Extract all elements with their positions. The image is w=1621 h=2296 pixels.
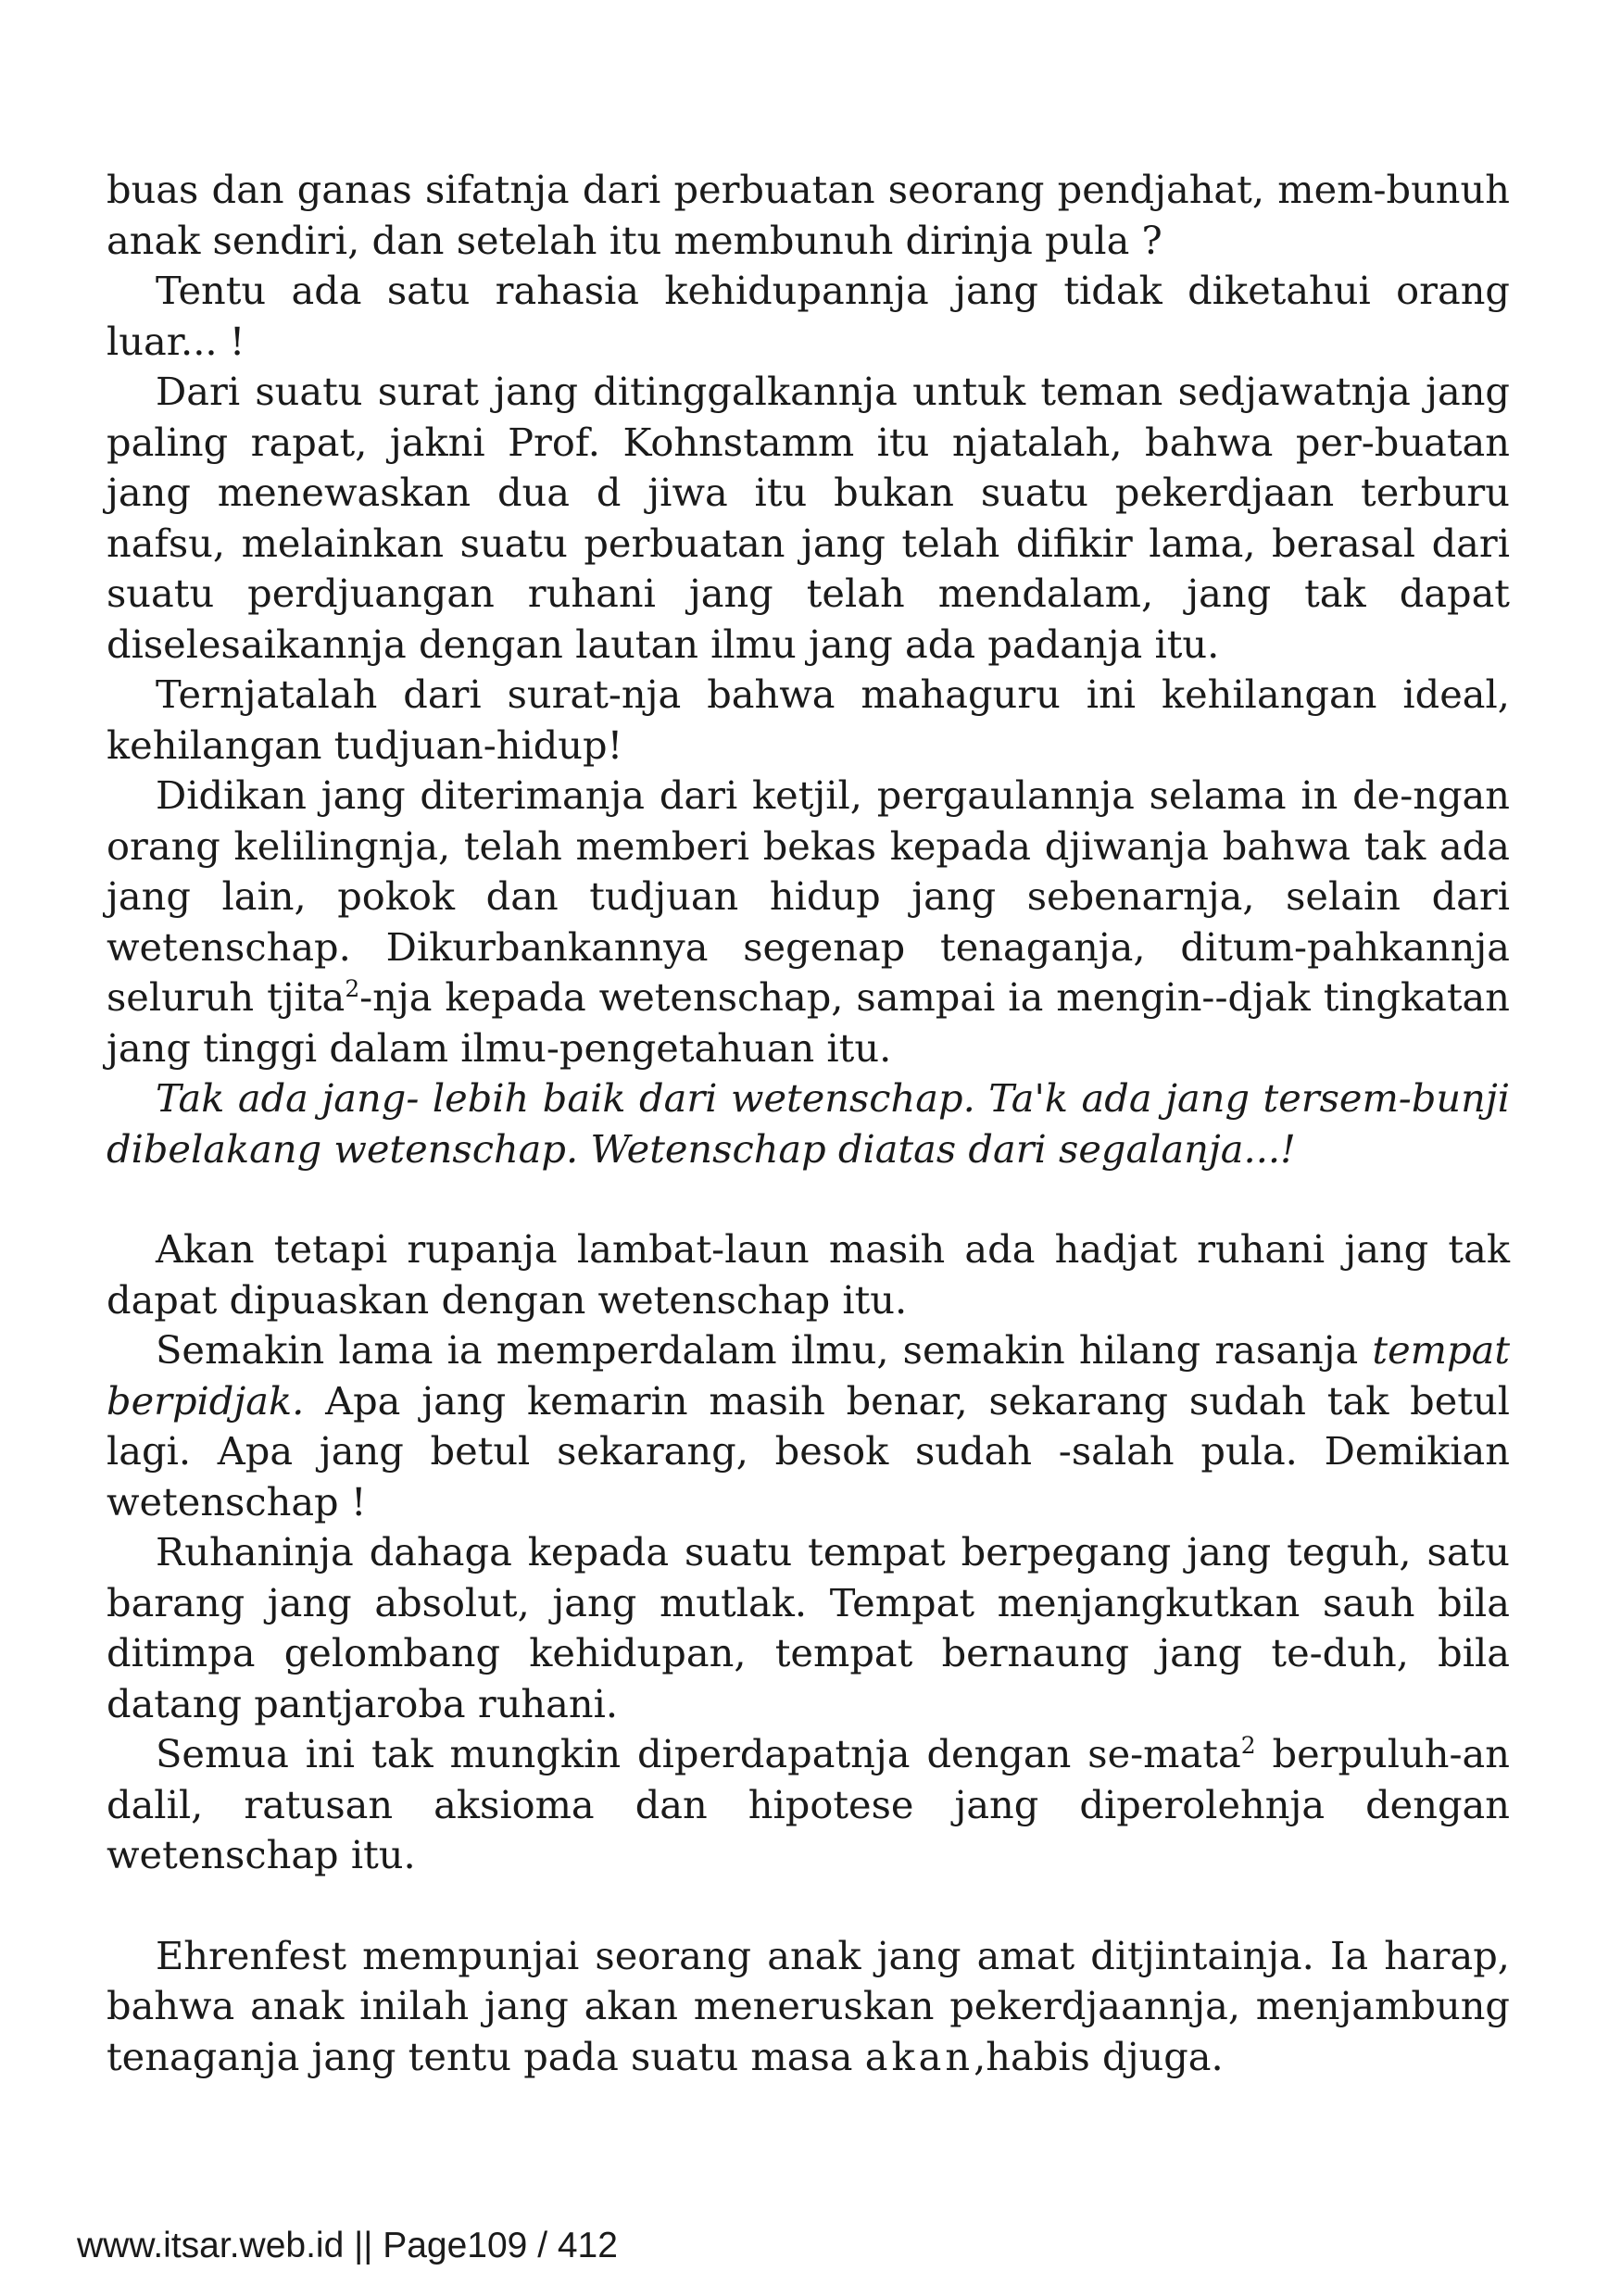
paragraph-8 bbox=[107, 1325, 1510, 1527]
paragraph-4: Ternjatalah dari surat-nja bahwa mahaguru ini kehilangan ideal, kehilangan tudjuan-hidup! bbox=[107, 671, 1510, 768]
paragraph-5-part-2: -nja kepada wetenschap, sampai ia mengin--djak tingkatan jang tinggi dalam ilmu-pengetahuan itu. bbox=[107, 974, 1510, 1071]
paragraph-11 bbox=[107, 1931, 1510, 2083]
italic-phrase: tempat berpidjak. bbox=[107, 1327, 1510, 1424]
section-gap bbox=[107, 1174, 1510, 1224]
paragraph-10-part-1: Semua ini tak mungkin diperdapatnja dengan se-mata bbox=[156, 1731, 1241, 1776]
paragraph-8-part-2: Apa jang kemarin masih benar, sekarang sudah tak betul lagi. Apa jang betul sekarang, besok sudah -salah pula. Demikian wetenschap ! bbox=[107, 1377, 1510, 1524]
paragraph-2: Tentu ada satu rahasia kehidupannja jang tidak diketahui orang luar... ! bbox=[107, 268, 1510, 364]
paragraph-11-part-2: ,habis djuga. bbox=[974, 2033, 1224, 2079]
paragraph-9: Ruhaninja dahaga kepada suatu tempat berpegang jang teguh, satu barang jang absolut, jang mutlak. Tempat menjangkutkan sauh bila ditimpa gelombang kehidupan, tempat bernaung jang te-duh, bila datang pantjaroba ruhani. bbox=[107, 1529, 1510, 1726]
paragraph-10-part-2: berpuluh-an dalil, ratusan aksioma dan hipotese jang diperolehnja dengan wetenschap itu. bbox=[107, 1731, 1510, 1877]
paragraph-5-part-1: Didikan jang diterimanja dari ketjil, pergaulannja selama in de-ngan orang kelilingnja, telah memberi bekas kepada djiwanja bahwa tak ada jang lain, pokok dan tudjuan hidup jang sebenarnja, selain dari wetenschap. Dikurbankannya segenap tenaganja, ditum-pahkannja seluruh tjita bbox=[107, 772, 1510, 1020]
italic-quote: Tak ada jang- lebih baik dari wetenschap. Ta'k ada jang tersem-bunji dibelakang wetenschap. Wetenschap diatas dari segalanja...! bbox=[107, 1075, 1510, 1172]
paragraph-1: buas dan ganas sifatnja dari perbuatan seorang pendjahat, mem-bunuh anak sendiri, dan setelah itu membunuh dirinja pula ? bbox=[107, 167, 1510, 263]
paragraph-10 bbox=[107, 1729, 1510, 1881]
paragraph-8-part-1: Semakin lama ia memperdalam ilmu, semakin hilang rasanja bbox=[156, 1327, 1373, 1373]
paragraph-7: Akan tetapi rupanja lambat-laun masih ada hadjat ruhani jang tak dapat dipuaskan dengan wetenschap itu. bbox=[107, 1226, 1510, 1323]
page-footer: www.itsar.web.id || Page109 / 412 bbox=[77, 2226, 618, 2265]
section-gap bbox=[107, 1881, 1510, 1931]
paragraph-11-part-1: Ehrenfest mempunjai seorang anak jang amat ditjintainja. Ia harap, bahwa anak inilah jang akan meneruskan pekerdjaannja, menjambung tenaganja jang tentu pada suatu masa bbox=[107, 1932, 1510, 2079]
paragraph-5 bbox=[107, 771, 1510, 1073]
superscript-2: 2 bbox=[1240, 1732, 1256, 1760]
document-body bbox=[107, 165, 1510, 2082]
spaced-word: akan bbox=[864, 2033, 974, 2079]
superscript-2: 2 bbox=[345, 975, 360, 1003]
paragraph-3: Dari suatu surat jang ditinggalkannja untuk teman sedjawatnja jang paling rapat, jakni Prof. Kohnstamm itu njatalah, bahwa per-buatan jang menewaskan dua d jiwa itu bukan suatu pekerdjaan terburu nafsu, melainkan suatu perbuatan jang telah difikir lama, berasal dari suatu perdjuangan ruhani jang telah mendalam, jang tak dapat diselesaikannja dengan lautan ilmu jang ada padanja itu. bbox=[107, 369, 1510, 667]
